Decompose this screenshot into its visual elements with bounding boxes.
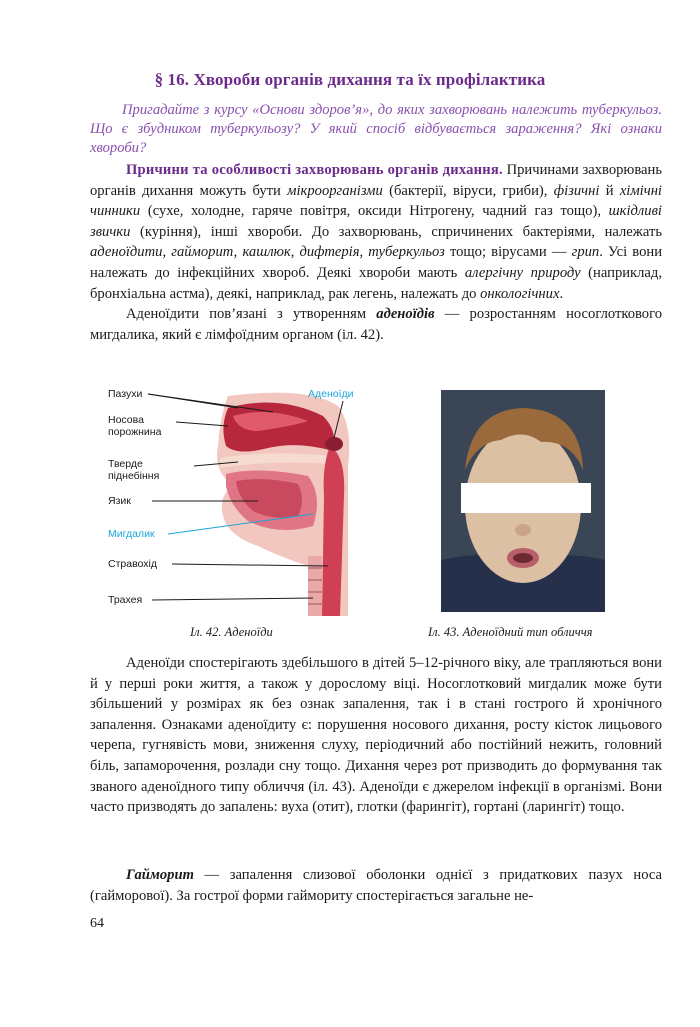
paragraph-adenoid-symptoms: Аденоїди спостерігають здебільшого в дітей 5–12-річного віку, але трапляються вони й у перші роки життя, а також у дорослому віці. Носоглотковий мигдалик може бути збільшений у розмірах як без ознак запалення, так і в стані гострого й хронічного запалення. Ознаками аденоїдиту є: порушення носового дихання, росту кісток лицьового черепа, гугнявість мови, зниження слуху, періодичний або постійний нежить, головний біль, запаморочення, розлади сну тощо. Дихання через рот призводить до формування так званого аденоїдного типу обличчя (іл. 43). Аденоїди є джерелом інфекції в організмі. Вони часто призводять до запалень: вуха (отит), глотки (фарингіт), гортані (ларингіт) тощо. [90, 655, 662, 816]
section-heading: Причини та особливості захворювань органів дихання. [126, 162, 503, 178]
term-microorganisms: мікроорганізми [287, 182, 383, 199]
term-bacterial-diseases: аденоїдити, гайморит, кашлюк, дифтерія, туберкульоз [90, 244, 445, 261]
paragraph-causes [90, 160, 662, 304]
paragraph-adenoids [90, 304, 662, 345]
term-flu: грип [571, 244, 600, 261]
text-run: (сухе, холодне, гаряче повітря, оксиди Нітрогену, чадний газ тощо), [140, 203, 609, 220]
paragraph-sinusitis [90, 865, 662, 906]
section-causes [90, 160, 662, 345]
term-allergic: алергічну природу [464, 264, 581, 281]
section-adenoids-symptoms [90, 653, 662, 818]
term-chemical-factors: хімічні чинники [90, 182, 662, 220]
page-number: 64 [90, 916, 104, 931]
text-run: (куріння), інші хвороби. До захворювань, спричинених бактеріями, належать [130, 223, 662, 240]
caption-figure-43: Іл. 43. Аденоїдний тип обличчя [428, 625, 593, 639]
caption-figure-42: Іл. 42. Аденоїди [190, 625, 273, 639]
label-tongue: Язик [108, 495, 131, 507]
term-bad-habits: шкідливі звички [90, 203, 662, 240]
text-run: Причинами захворювань органів дихання можуть бути [90, 162, 662, 199]
label-nasal-cavity: Носова порожнина [108, 414, 162, 438]
term-adenoids: аденоїдів [376, 306, 435, 323]
text-run: (бактерії, віруси, гриби), [382, 182, 554, 199]
text-run: тощо; вірусами — [444, 244, 572, 261]
term-oncological: онкологічних [480, 285, 560, 302]
text-run: . Усі вони належать до інфекційних хвороб. Деякі хвороби мають [90, 244, 662, 281]
intro-questions: Пригадайте з курсу «Основи здоров’я», до яких захворювань належить туберкульоз. Що є збудником туберкульозу? У який спосіб відбувається зараження? Які ознаки хвороби? [90, 102, 662, 156]
label-esophagus: Стравохід [108, 558, 157, 570]
text-run: . [559, 285, 564, 302]
text-run: Аденоїдити пов’язані з утворенням [126, 306, 377, 323]
label-tonsil: Мигдалик [108, 528, 155, 540]
figure-adenoids-diagram [108, 386, 408, 616]
label-hard-palate: Тверде піднебіння [108, 458, 160, 482]
text-run: — розростанням носоглоткового мигдалика, який є лімфоїдним органом (іл. 42). [90, 306, 662, 343]
page-title: § 16. Хвороби органів дихання та їх профілактика [154, 70, 546, 89]
term-physical: фізичні [553, 182, 600, 199]
text-run: й [599, 182, 620, 199]
section-sinusitis [90, 865, 662, 906]
figure-adenoid-face-photo [441, 390, 605, 612]
text-run: (наприклад, бронхіальна астма), деякі, наприклад, рак легень, належать до [90, 264, 662, 302]
label-adenoids: Аденоїди [308, 388, 354, 400]
label-trachea: Трахея [108, 594, 143, 606]
term-sinusitis: Гайморит [126, 867, 194, 883]
label-sinuses: Пазухи [108, 388, 143, 400]
text-run: — запалення слизової оболонки однієї з придаткових пазух носа (гайморової). За гострої форми гаймориту спостерігається загальне не- [90, 867, 662, 904]
eye-privacy-bar [461, 483, 591, 513]
